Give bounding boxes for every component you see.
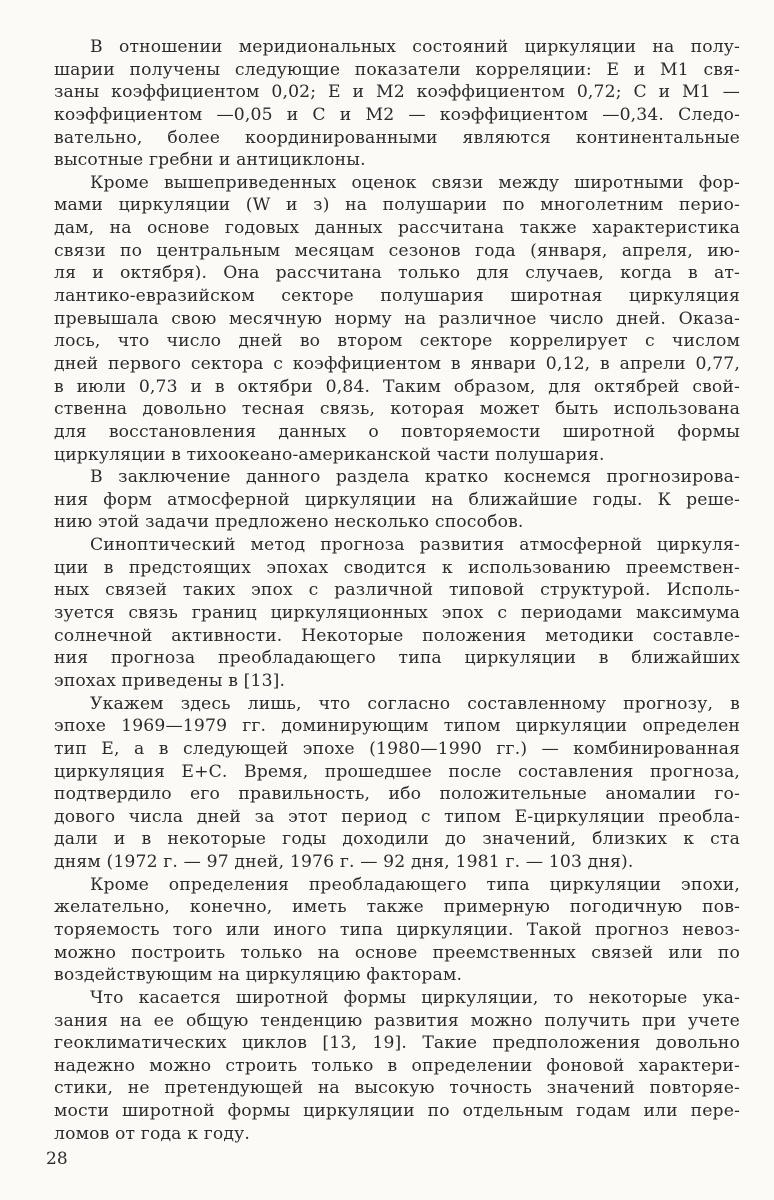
- paragraph: [54, 874, 740, 987]
- text-line: высотные гребни и антициклоны.: [54, 150, 366, 171]
- paragraph: [54, 36, 740, 172]
- paragraph: [54, 987, 740, 1145]
- text-line: тип Е, а в следующей эпохе (1980—1990 гг.) — комбинированная: [54, 738, 740, 759]
- text-line: дням (1972 г. — 97 дней, 1976 г. — 92 дня, 1981 г. — 103 дня).: [54, 852, 634, 873]
- text-line: торяемость того или иного типа циркуляции. Такой прогноз невоз-: [54, 919, 740, 940]
- text-line: Кроме определения преобладающего типа циркуляции эпохи,: [90, 874, 740, 895]
- text-line: дней первого сектора с коэффициентом в январи 0,12, в апрели 0,77,: [54, 353, 740, 374]
- paragraph: [54, 693, 740, 874]
- text-line: В отношении меридиональных состояний циркуляции на полу-: [90, 37, 740, 57]
- text-line: нию этой задачи предложено несколько способов.: [54, 512, 524, 533]
- text-line: можно построить только на основе преемственных связей или по: [54, 942, 740, 963]
- text-line: мами циркуляции (W и з) на полушарии по многолетним перио-: [54, 195, 740, 216]
- text-line: солнечной активности. Некоторые положения методики составле-: [54, 625, 740, 646]
- text-line: ния форм атмосферной циркуляции на ближайшие годы. К реше-: [54, 489, 740, 510]
- text-line: превышала свою месячную норму на различное число дней. Оказа-: [54, 308, 740, 329]
- text-line: В заключение данного раздела кратко коснемся прогнозирова-: [90, 467, 740, 488]
- text-line: воздействующим на циркуляцию факторам.: [54, 965, 463, 986]
- text-line: вательно, более координированными являются континентальные: [54, 127, 740, 148]
- text-line: в июли 0,73 и в октябри 0,84. Таким образом, для октябрей свой-: [54, 376, 740, 397]
- text-line: зуется связь границ циркуляционных эпох с периодами максимума: [54, 603, 740, 624]
- text-line: ных связей таких эпох с различной типовой структурой. Исполь-: [54, 580, 740, 601]
- text-line: надежно можно строить только в определении фоновой характери-: [54, 1055, 740, 1076]
- text-line: Синоптический метод прогноза развития атмосферной циркуля-: [90, 535, 740, 556]
- text-line: подтвердило его правильность, ибо положительные аномалии го-: [54, 784, 740, 805]
- text-line: зания на ее общую тенденцию развития можно получить при учете: [54, 1010, 740, 1031]
- paragraph: [54, 172, 740, 466]
- text-line: Укажем здесь лишь, что согласно составленному прогнозу, в: [90, 693, 740, 714]
- text-line: дали и в некоторые годы доходили до значений, близких к ста: [54, 829, 740, 850]
- text-line: циркуляция Е+С. Время, прошедшее после составления прогноза,: [54, 761, 740, 782]
- text-line: эпохе 1969—1979 гг. доминирующим типом циркуляции определен: [54, 716, 740, 737]
- text-line: дового числа дней за этот период с типом Е-циркуляции преобла-: [54, 806, 740, 827]
- text-line: желательно, конечно, иметь также примерную погодичную пов-: [54, 897, 740, 918]
- text-line: эпохах приведены в [13].: [54, 670, 286, 691]
- paragraph: [54, 466, 740, 534]
- paragraph: [54, 534, 740, 692]
- text-line: для восстановления данных о повторяемости широтной формы: [54, 421, 740, 442]
- text-line: ции в предстоящих эпохах сводится к использованию преемствен-: [54, 557, 740, 578]
- text-line: ля и октября). Она рассчитана только для случаев, когда в ат-: [54, 263, 740, 284]
- text-line: геоклиматических циклов [13, 19]. Такие предположения довольно: [54, 1033, 740, 1054]
- text-line: ственна довольно тесная связь, которая может быть использована: [54, 399, 740, 420]
- text-line: дам, на основе годовых данных рассчитана также характеристика: [54, 218, 740, 239]
- page-number: 28: [46, 1149, 68, 1169]
- text-line: циркуляции в тихоокеано-американской части полушария.: [54, 444, 605, 465]
- text-line: стики, не претендующей на высокую точность значений повторяе-: [54, 1078, 740, 1099]
- text-line: мости широтной формы циркуляции по отдельным годам или пере-: [54, 1101, 740, 1122]
- text-line: связи по центральным месяцам сезонов года (января, апреля, ию-: [54, 240, 740, 261]
- body-text: [54, 36, 740, 1145]
- text-line: Что касается широтной формы циркуляции, то некоторые ука-: [90, 987, 740, 1008]
- text-line: заны коэффициентом 0,02; Е и М2 коэффициентом 0,72; С и М1 —: [54, 82, 740, 103]
- text-line: ломов от года к году.: [54, 1123, 250, 1144]
- text-line: Кроме вышеприведенных оценок связи между широтными фор-: [90, 172, 740, 193]
- text-line: ния прогноза преобладающего типа циркуляции в ближайших: [54, 648, 740, 669]
- text-line: коэффициентом —0,05 и С и М2 — коэффициентом —0,34. Следо-: [54, 104, 740, 125]
- text-line: лантико-евразийском секторе полушария широтная циркуляция: [54, 286, 740, 307]
- text-line: лось, что число дней во втором секторе коррелирует с числом: [54, 331, 740, 352]
- text-line: шарии получены следующие показатели корреляции: Е и М1 свя-: [54, 59, 740, 80]
